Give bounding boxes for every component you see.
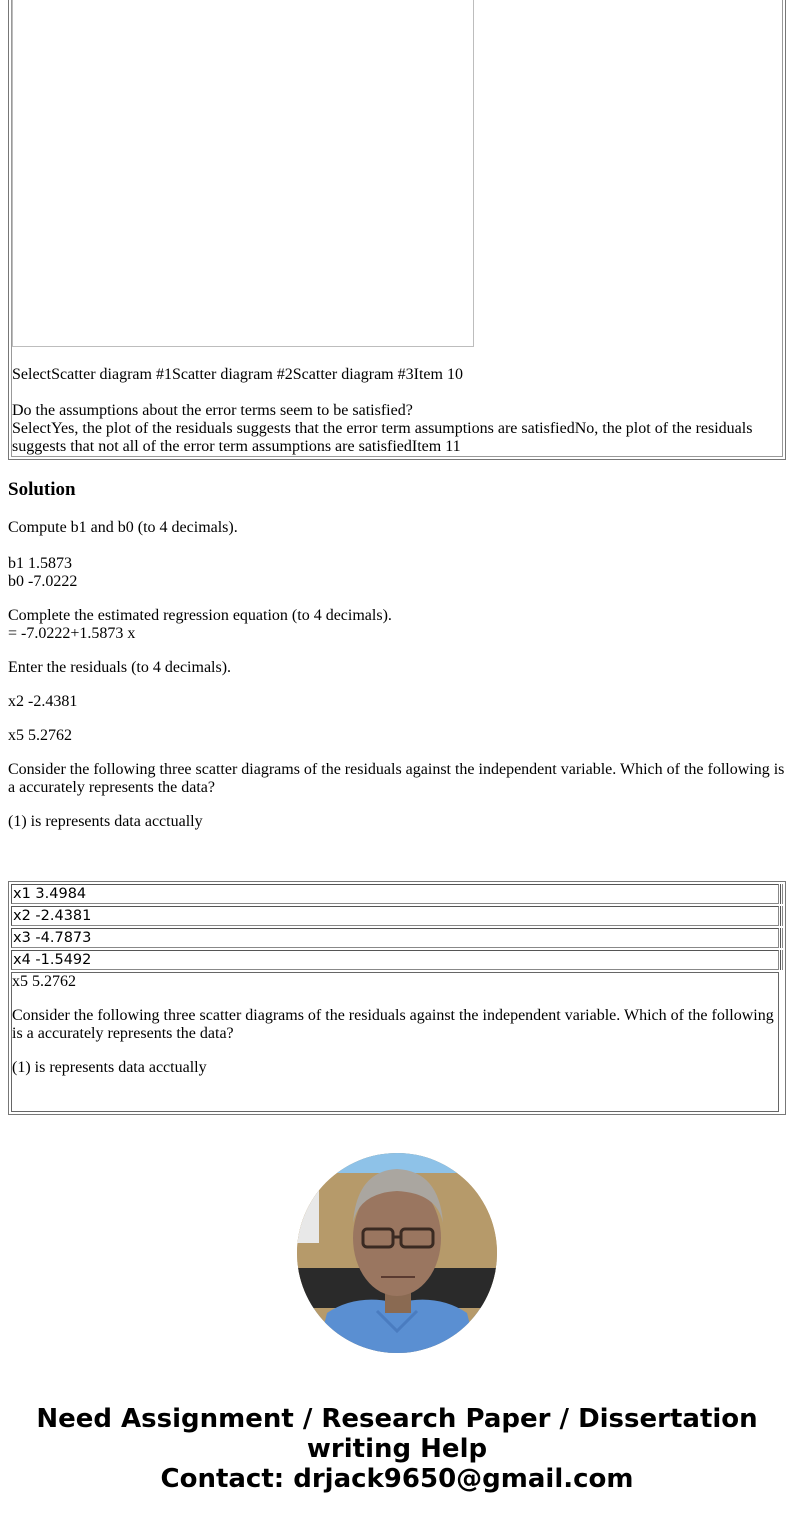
- consider-question: Consider the following three scatter diagrams of the residuals against the independent variable. Which of the following: [12, 1007, 774, 1024]
- error-assumption-select[interactable]: SelectYes, the plot of the residuals suggests that the error term assumptions are satisfiedNo, the plot of the residuals: [12, 420, 753, 437]
- scatter-diagram-select[interactable]: SelectScatter diagram #1Scatter diagram #2Scatter diagram #3Item 10: [12, 366, 463, 383]
- residual-x2: x2 -2.4381: [8, 693, 78, 710]
- residual-x2: x2 -2.4381: [13, 908, 92, 924]
- solution-heading: Solution: [8, 479, 76, 500]
- table-cell-empty: [780, 950, 783, 970]
- table-row: [11, 950, 779, 970]
- b0-value: b0 -7.0222: [8, 573, 78, 590]
- author-avatar: [297, 1153, 497, 1353]
- residual-x5: x5 5.2762: [12, 973, 76, 990]
- footer-line2: writing Help: [306, 1434, 488, 1464]
- table-cell-empty: [780, 928, 783, 948]
- consider-question: Consider the following three scatter diagrams of the residuals against the independent variable. Which of the following is: [8, 761, 785, 778]
- table-cell-empty: [780, 884, 783, 904]
- answer-text: (1) is represents data acctually: [8, 813, 203, 830]
- residuals-prompt: Enter the residuals (to 4 decimals).: [8, 659, 232, 676]
- consider-question-cont: a accurately represents the data?: [8, 779, 215, 796]
- residual-x3: x3 -4.7873: [13, 930, 92, 946]
- answer-text: (1) is represents data acctually: [12, 1059, 207, 1076]
- residual-x5: x5 5.2762: [8, 727, 72, 744]
- error-assumption-question: Do the assumptions about the error terms seem to be satisfied?: [12, 402, 413, 419]
- residual-x1: x1 3.4984: [13, 886, 87, 902]
- table-row: [11, 884, 779, 904]
- footer-line1: Need Assignment / Research Paper / Dissertation: [36, 1404, 758, 1434]
- table-row: [11, 906, 779, 926]
- compute-prompt: Compute b1 and b0 (to 4 decimals).: [8, 519, 238, 536]
- consider-question-cont: is a accurately represents the data?: [12, 1025, 234, 1042]
- scatter-diagram-image: [12, 0, 474, 347]
- regression-equation: = -7.0222+1.5873 x: [8, 625, 136, 642]
- b1-value: b1 1.5873: [8, 555, 72, 572]
- footer-contact: Contact: drjack9650@gmail.com: [160, 1464, 634, 1494]
- residual-x4: x4 -1.5492: [13, 952, 92, 968]
- error-assumption-select-cont: suggests that not all of the error term assumptions are satisfiedItem 11: [12, 438, 461, 455]
- table-row: [11, 928, 779, 948]
- table-cell-empty: [780, 906, 783, 926]
- equation-prompt: Complete the estimated regression equation (to 4 decimals).: [8, 607, 392, 624]
- person-photo-icon: [297, 1153, 497, 1353]
